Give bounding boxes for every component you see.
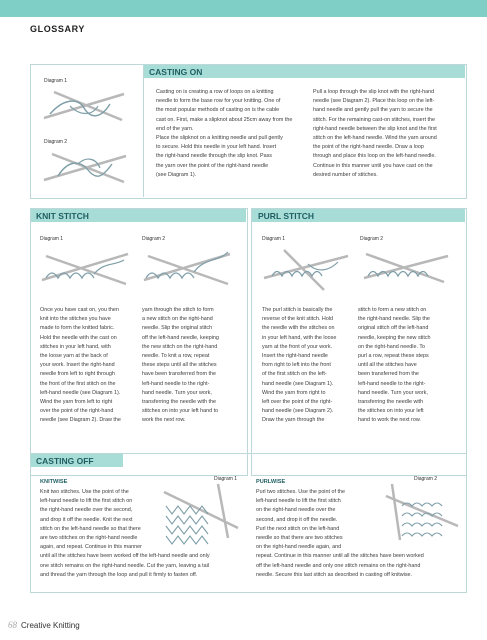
text-line: Draw the yarn through the — [262, 417, 325, 424]
purl-diagram1-label: Diagram 1 — [262, 236, 286, 242]
text-line: needle from left to right through — [40, 371, 115, 378]
casting-on-diagram1-label: Diagram 1 — [44, 78, 68, 84]
text-line: from right to left into the front — [262, 362, 331, 369]
text-line: yarn through the stitch to form — [142, 307, 214, 313]
text-line: in your left hand, with the loose — [262, 334, 337, 341]
text-line: Insert the right-hand needle — [262, 353, 328, 360]
text-line: desired number of stitches. — [313, 171, 378, 178]
text-line: again, and repeat. Continue in this manner — [40, 544, 142, 551]
purl-stitch-title: PURL STITCH — [258, 211, 315, 221]
text-line: right-hand needle between the slip knot and the first — [313, 125, 437, 132]
text-line: left-hand needle to lift the first stitch — [256, 498, 341, 505]
text-line: until all the stitches have — [358, 362, 417, 369]
knit-diagram1-illustration — [36, 244, 136, 292]
text-line: original stitch off the left-hand — [358, 325, 429, 332]
text-line: (see Diagram 1). — [156, 171, 197, 178]
casting-on-col1 — [156, 88, 304, 180]
text-line: stitch. For the remaining cast-on stitches, insert the — [313, 116, 435, 123]
text-line: stitches in your left hand, with — [40, 343, 111, 350]
text-line: stitch on the left-hand needle. Wind the yarn around — [313, 135, 437, 142]
text-line: Wind the yarn from right to — [262, 389, 326, 396]
text-line: on the right-hand needle again, and — [256, 544, 342, 551]
text-line: yarn at the front of your work. — [262, 343, 333, 350]
text-line: stitch on the left-hand needle so that there — [40, 525, 141, 532]
text-line: been transferred from the — [358, 371, 419, 378]
text-line: the stitches on into your left — [358, 408, 424, 415]
text-line: needle. Slip the original stitch — [142, 325, 213, 332]
text-line: needle to form the base row for your knitting. One of — [156, 98, 281, 105]
text-line: knit into the stitches you have — [40, 316, 111, 323]
text-line: on the right-hand needle over the — [256, 507, 336, 514]
text-line: needle (see Diagram 2). Place this loop on the left- — [313, 98, 435, 105]
text-line: the front of the first stitch on the — [40, 380, 116, 387]
text-line: Purl two stitches. Use the point of the — [256, 489, 345, 495]
text-line: and thread the yarn through the loop and pull it firmly to fasten off. — [40, 571, 198, 578]
knit-stitch-col2 — [142, 306, 242, 426]
text-line: the needle with the stitches on — [262, 325, 335, 332]
text-line: of the first stitch on the left- — [262, 371, 327, 378]
text-line: reverse of the knit stitch. Hold — [262, 316, 334, 323]
text-line: to secure. Hold this needle in your left hand. Insert — [156, 144, 277, 151]
casting-on-diagram2-label: Diagram 2 — [44, 139, 68, 145]
text-line: Place the slipknot on a knitting needle and pull gently — [156, 135, 283, 142]
text-line: through and place this loop on the left-hand needle. — [313, 153, 436, 160]
text-line: the point of the right-hand needle. Draw a loop — [313, 144, 424, 151]
knitwise-text — [40, 488, 240, 580]
text-line: are two stitches on the right-hand needle — [40, 535, 138, 542]
text-line: needle, keeping the new stitch — [358, 334, 431, 341]
text-line: over the point of the right-hand — [40, 408, 114, 415]
text-line: work the next row. — [142, 417, 186, 424]
text-line: on the right-hand needle. To — [358, 343, 426, 350]
knitwise-diagram-label: Diagram 1 — [214, 476, 238, 482]
casting-on-title: CASTING ON — [149, 67, 203, 77]
text-line: Hold the needle with the cast on — [40, 334, 117, 341]
text-line: hand needle (see Diagram 1). — [262, 380, 334, 387]
text-line: off the left-hand needle, keeping — [142, 334, 219, 341]
text-line: left over the point of the right- — [262, 399, 333, 406]
text-line: Once you have cast on, you then — [40, 307, 119, 313]
header-accent-bar — [0, 0, 487, 17]
text-line: the most popular methods of casting on is the cable — [156, 107, 280, 114]
text-line: repeat. Continue in this manner until all the stitches have been worked — [256, 553, 424, 560]
text-line: Continue in this manner until you have cast on the — [313, 162, 433, 169]
text-line: Casting on is creating a row of loops on a knitting — [156, 89, 274, 95]
text-line: stitch to form a new stitch on — [358, 307, 427, 313]
text-line: Knit two stitches. Use the point of the — [40, 489, 129, 495]
text-line: needle (see Diagram 2). Draw the — [40, 417, 121, 424]
text-line: until all the stitches have been worked off the left-hand needle and only — [40, 553, 210, 560]
purlwise-diagram-label: Diagram 2 — [414, 476, 438, 482]
text-line: needle. Secure this last stitch as described in casting off knitwise. — [256, 571, 413, 578]
text-line: hand needle. Turn your work, — [142, 389, 212, 396]
text-line: the right-hand needle over the second, — [40, 507, 133, 514]
text-line: the yarn over the point of the right-hand needle — [156, 162, 269, 169]
page-section-title: GLOSSARY — [30, 24, 85, 34]
knit-diagram2-label: Diagram 2 — [142, 236, 166, 242]
text-line: purl a row, repeat these steps — [358, 353, 429, 360]
text-line: the loose yarn at the back of — [40, 353, 108, 360]
purl-stitch-col2 — [358, 306, 462, 426]
text-line: left-hand needle to the right- — [358, 380, 426, 387]
text-line: made to form the knitted fabric. — [40, 325, 115, 332]
purlwise-subtitle: PURLWISE — [256, 479, 286, 485]
purl-diagram2-illustration — [356, 244, 456, 292]
text-line: your work. Insert the right-hand — [40, 362, 115, 369]
text-line: the right-hand needle through the slip knot. Pass — [156, 153, 272, 160]
text-line: and drop it off the needle. Knit the next — [40, 516, 133, 523]
text-line: off the left-hand needle and only one stitch remains on the right-hand — [256, 562, 421, 569]
text-line: hand needle. Turn your work, — [358, 389, 428, 396]
book-title: Creative Knitting — [21, 621, 80, 630]
text-line: a new stitch on the right-hand — [142, 316, 213, 323]
text-line: The purl stitch is basically the — [262, 307, 333, 313]
text-line: left-hand needle to the right- — [142, 380, 210, 387]
text-line: the new stitch on the right-hand — [142, 343, 218, 350]
text-line: hand needle and gently pull the yarn to secure the — [313, 107, 433, 114]
purl-stitch-col1 — [262, 306, 362, 426]
page-footer — [8, 620, 80, 630]
text-line: Wind the yarn from left to right — [40, 399, 113, 406]
text-line: transferring the needle with — [358, 399, 424, 406]
casting-on-diagram2-illustration — [40, 146, 132, 191]
text-line: hand needle (see Diagram 2). — [262, 408, 334, 415]
text-line: the right-hand needle. Slip the — [358, 316, 430, 323]
text-line: cast on. First, make a slipknot about 25cm away from the — [156, 116, 293, 123]
text-line: needle. To knit a row, repeat — [142, 353, 210, 360]
text-line: end of the yarn. — [156, 125, 194, 132]
purl-diagram1-illustration — [258, 244, 354, 292]
page-number: 68 — [8, 620, 17, 630]
casting-off-title: CASTING OFF — [36, 456, 94, 466]
text-line: stitches on into your left hand to — [142, 408, 219, 415]
knitwise-subtitle: KNITWISE — [40, 479, 68, 485]
text-line: hand to work the next row. — [358, 417, 421, 424]
text-line: needle so that there are two stitches — [256, 535, 343, 542]
text-line: transferring the needle with the — [142, 399, 217, 406]
text-line: these steps until all the stitches — [142, 362, 217, 369]
text-line: left-hand needle (see Diagram 1). — [40, 389, 121, 396]
text-line: Pull a loop through the slip knot with the right-hand — [313, 89, 435, 95]
knit-stitch-title: KNIT STITCH — [36, 211, 89, 221]
casting-on-diagram1-illustration — [40, 86, 130, 131]
knit-stitch-col1 — [40, 306, 138, 426]
knit-diagram1-label: Diagram 1 — [40, 236, 64, 242]
text-line: one stitch remains on the right-hand needle. Cut the yarn, leaving a tail — [40, 562, 210, 569]
knit-diagram2-illustration — [138, 244, 238, 292]
purlwise-text — [256, 488, 462, 580]
text-line: Purl the next stitch on the left-hand — [256, 525, 340, 532]
text-line: have been transferred from the — [142, 371, 217, 378]
text-line: second, and drop it off the needle. — [256, 516, 338, 523]
text-line: left-hand needle to lift the first stitch on — [40, 498, 133, 505]
purl-diagram2-label: Diagram 2 — [360, 236, 384, 242]
casting-on-col2 — [313, 88, 461, 180]
